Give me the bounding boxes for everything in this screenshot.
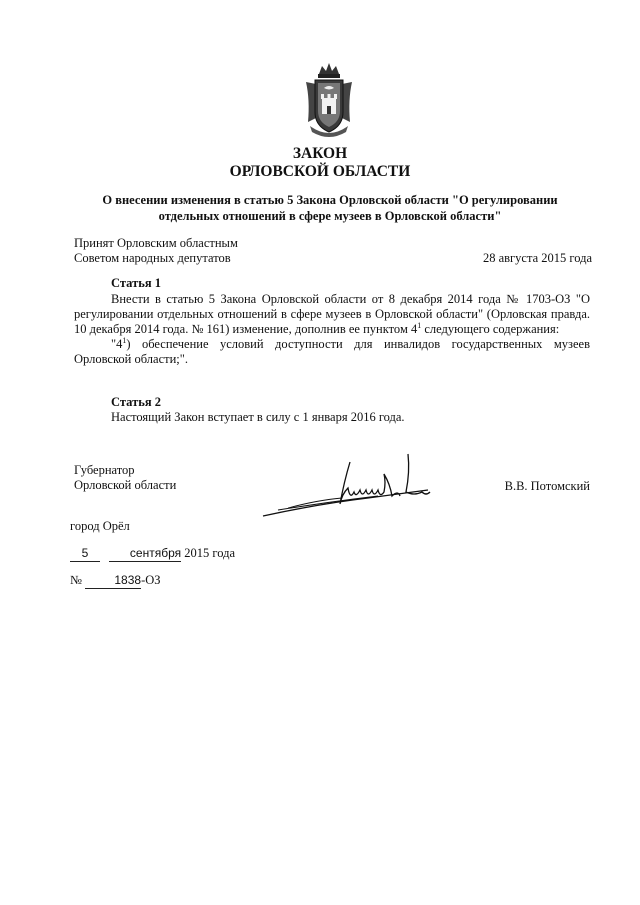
number-value: 1838 bbox=[114, 573, 142, 587]
article1-text: Внести в статью 5 Закона Орловской области от 8 декабря 2014 года № 1703-ОЗ "О регулировании отдельных отношений в сфере музеев в Орловской области" (Орловская правда. 10 декабря 2014 года. № 161) изменение, дополнив ее пунктом 4 bbox=[74, 292, 590, 336]
quote-text: ) обеспечение условий доступности для инвалидов государственных музеев Орловской области;". bbox=[74, 337, 590, 366]
adoption-line: Советом народных депутатов bbox=[74, 251, 231, 265]
law-number bbox=[70, 573, 161, 589]
superscript: 1 bbox=[122, 335, 127, 345]
article2-heading: Статья 2 bbox=[111, 395, 161, 409]
subtitle-line: О внесении изменения в статью 5 Закона Орловской области "О регулировании bbox=[102, 193, 558, 207]
adoption-date: 28 августа 2015 года bbox=[482, 251, 592, 265]
adoption-body bbox=[74, 236, 238, 266]
handwritten-signature bbox=[258, 452, 438, 522]
date-month: сентября bbox=[129, 546, 182, 560]
city-label: город Орёл bbox=[70, 519, 130, 533]
signatory-position bbox=[74, 463, 176, 493]
article1-body bbox=[74, 292, 590, 367]
date-day: 5 bbox=[81, 546, 89, 560]
number-prefix: № bbox=[70, 573, 82, 587]
article1-heading: Статья 1 bbox=[111, 276, 161, 290]
subtitle-line: отдельных отношений в сфере музеев в Орловской области" bbox=[158, 209, 502, 223]
number-field bbox=[85, 573, 141, 589]
date-day-field bbox=[70, 546, 100, 562]
region-title: ОРЛОВСКОЙ ОБЛАСТИ bbox=[229, 163, 411, 180]
coat-of-arms-icon bbox=[302, 60, 356, 140]
position-line: Орловской области bbox=[74, 478, 177, 492]
article2-text: Настоящий Закон вступает в силу с 1 января 2016 года. bbox=[111, 410, 405, 424]
superscript: 1 bbox=[417, 320, 422, 330]
position-line: Губернатор bbox=[74, 463, 135, 477]
signatory-name: В.В. Потомский bbox=[504, 479, 590, 493]
adoption-line: Принят Орловским областным bbox=[74, 236, 238, 250]
article1-paragraph bbox=[74, 292, 590, 337]
law-title: ЗАКОН bbox=[292, 145, 348, 162]
date-month-field bbox=[109, 546, 181, 562]
law-subtitle bbox=[80, 192, 580, 224]
number-suffix: -ОЗ bbox=[141, 573, 161, 587]
quote-open: "4 bbox=[111, 337, 123, 351]
article1-quote bbox=[74, 337, 590, 367]
date-year: 2015 года bbox=[184, 546, 235, 560]
article1-text: следующего содержания: bbox=[421, 322, 560, 336]
signing-date bbox=[70, 546, 235, 562]
